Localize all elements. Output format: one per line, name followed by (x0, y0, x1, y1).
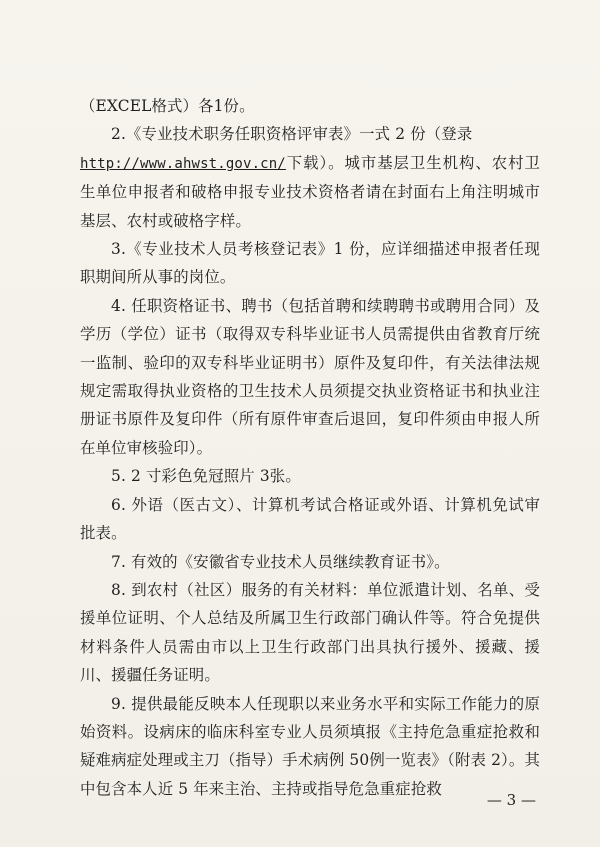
paragraph-text: 6. 外语（医古文）、计算机考试合格证或外语、计算机免试审批表。 (80, 495, 540, 543)
paragraph-text: 9. 提供最能反映本人任现职以来业务水平和实际工作能力的原始资料。设病床的临床科室专业人员须填报《主持危急重症抢救和疑难病症处理或主刀（指导）手术病例 50例一览表》（附表 2）。其中包含本人近 5 年来主治、主持或指导危急重症抢救 (80, 694, 540, 798)
paragraph-item-6 (80, 491, 540, 548)
paragraph-text-suffix: 下载）。城市基层卫生机构、农村卫生单位申报者和破格申报专业技术资格者请在封面右上角注明城市基层、农村或破格字样。 (80, 153, 540, 230)
download-link[interactable]: http://www.ahwst.gov.cn/ (80, 155, 286, 172)
paragraph-text: （EXCEL格式）各1份。 (80, 97, 255, 115)
paragraph-item-4 (80, 292, 540, 462)
paragraph-text: 5. 2 寸彩色免冠照片 3张。 (111, 467, 301, 486)
paragraph-item-2 (80, 120, 540, 235)
paragraph-item-7 (80, 548, 540, 576)
paragraph-continuation (80, 92, 540, 120)
document-body (80, 92, 540, 803)
paragraph-item-8 (80, 576, 540, 690)
paragraph-text: 7. 有效的《安徽省专业技术人员继续教育证书》。 (111, 552, 450, 571)
paragraph-text: 4. 任职资格证书、聘书（包括首聘和续聘聘书或聘用合同）及学历（学位）证书（取得双专科毕业证书人员需提供由省教育厅统一监制、验印的双专科毕业证明书）原件及复印件，有关法律法规规定需取得执业资格的卫生技术人员须提交执业资格证书和执业注册证书原件及复印件（所有原件审查后退回，复印件须由申报人所在单位审核验印）。 (80, 296, 540, 457)
paragraph-item-9 (80, 690, 540, 804)
paragraph-text: 8. 到农村（社区）服务的有关材料：单位派遣计划、名单、受援单位证明、个人总结及所属卫生行政部门确认件等。符合免提供材料条件人员需由市以上卫生行政部门出具执行援外、援藏、援川、援疆任务证明。 (80, 580, 540, 685)
paragraph-item-5 (80, 462, 540, 490)
page-number: — 3 — (486, 791, 536, 809)
paragraph-text: 3.《专业技术人员考核登记表》1 份，应详细描述申报者任现职期间所从事的岗位。 (80, 240, 540, 287)
paragraph-item-3 (80, 235, 540, 292)
paragraph-text-prefix: 2.《专业技术职务任职资格评审表》一式 2 份（登录 (111, 125, 473, 144)
